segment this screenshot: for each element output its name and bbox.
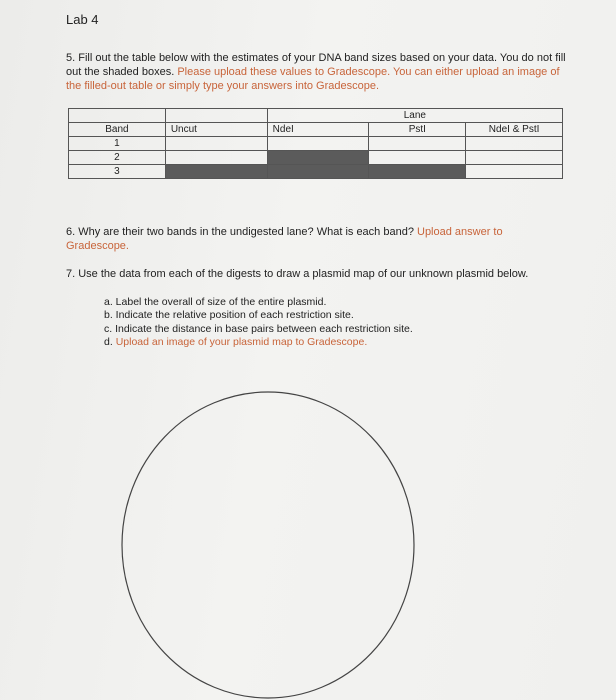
header-psti: PstI bbox=[369, 123, 466, 137]
question-7d-prefix: d. bbox=[104, 336, 116, 348]
question-7d-upload-instruction: Upload an image of your plasmid map to Gradescope. bbox=[115, 336, 368, 348]
question-7a: a. Label the overall of size of the entire plasmid. bbox=[104, 296, 327, 308]
page-title: Lab 4 bbox=[66, 12, 99, 27]
lane-header: Lane bbox=[267, 109, 562, 123]
header-band: Band bbox=[69, 123, 166, 137]
question-7c: c. Indicate the distance in base pairs between each restriction site. bbox=[104, 323, 413, 335]
band-number: 2 bbox=[69, 151, 166, 165]
question-7: 7. Use the data from each of the digests to draw a plasmid map of our unknown plasmid below. bbox=[66, 268, 529, 280]
question-5-upload-instruction: Please upload these values to Gradescope. You can either upload an image of the filled-out table or simply type your answers into Gradescope. bbox=[66, 66, 560, 92]
question-6-upload-instruction: Upload answer to Gradescope. bbox=[66, 226, 503, 252]
question-6-text: 6. Why are their two bands in the undigested lane? What is each band? bbox=[66, 226, 417, 238]
band-number: 3 bbox=[69, 165, 166, 179]
plasmid-circle bbox=[122, 392, 414, 698]
band-number: 1 bbox=[69, 137, 166, 151]
header-ndei-psti: NdeI & PstI bbox=[466, 123, 563, 137]
question-7b: b. Indicate the relative position of each restriction site. bbox=[104, 309, 354, 321]
header-uncut: Uncut bbox=[165, 123, 267, 137]
question-5-text: 5. Fill out the table below with the estimates of your DNA band sizes based on your data. You do not fill out the shaded boxes. bbox=[66, 52, 566, 78]
header-ndei: NdeI bbox=[267, 123, 369, 137]
